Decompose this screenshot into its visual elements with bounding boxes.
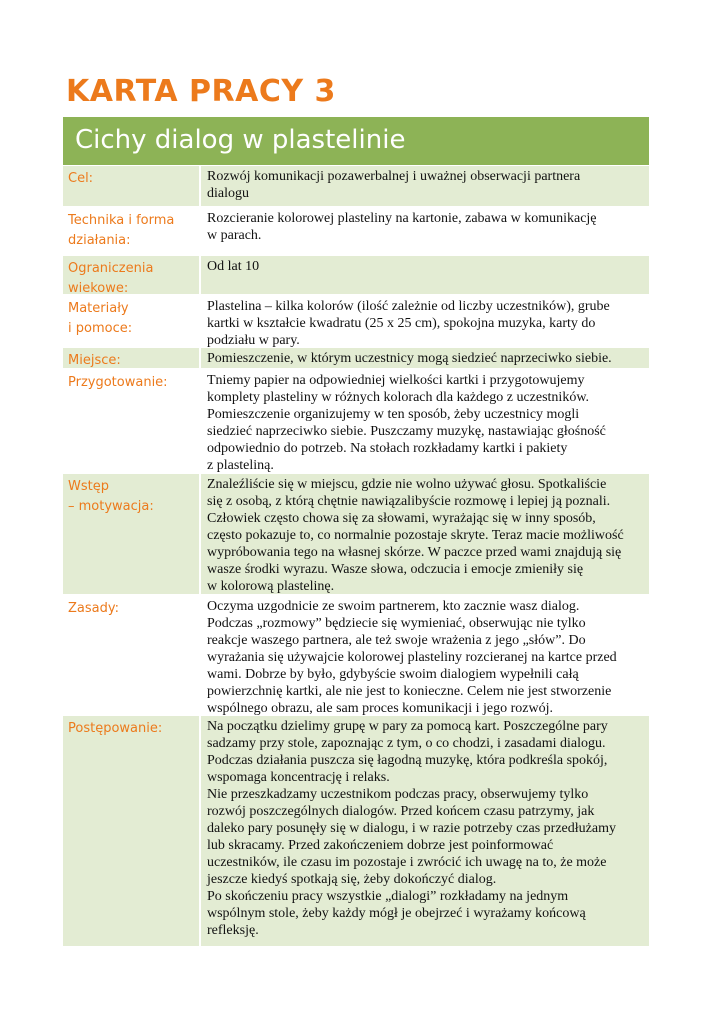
table-row-zasady: [63, 596, 649, 716]
row-label: Materiały i pomoce:: [63, 296, 199, 346]
row-label: Wstęp – motywacja:: [63, 474, 199, 594]
row-label: Zasady:: [63, 596, 199, 714]
row-text: Plastelina – kilka kolorów (ilość zależnie od liczby uczestników), grube kartki w kształcie kwadratu (25 x 25 cm), spokojna muzyka, karty do podziału w pary.: [201, 296, 649, 346]
row-text: Tniemy papier na odpowiedniej wielkości kartki i przygotowujemy komplety plasteliny w różnych kolorach dla każdego z uczestników. Pomieszczenie organizujemy w ten sposób, żeby uczestnicy mogli siedzieć naprzeciwko siebie. Puszczamy muzykę, nastawiając głośność odpowiednio do potrzeb. Na stołach rozkładamy kartki i pakiety z plasteliną.: [201, 370, 649, 472]
row-text: Rozwój komunikacji pozawerbalnej i uważnej obserwacji partnera dialogu: [201, 166, 649, 206]
table-row-przygotowanie: [63, 370, 649, 474]
subtitle-banner: Cichy dialog w plastelinie: [63, 117, 649, 165]
row-label: Cel:: [63, 166, 199, 206]
table-row-cel: [63, 166, 649, 208]
row-text: Rozcieranie kolorowej plasteliny na kartonie, zabawa w komunikację w parach.: [201, 208, 649, 254]
row-text: Na początku dzielimy grupę w pary za pomocą kart. Poszczególne pary sadzamy przy stole, zapoznając z tym, o co chodzi, i zasadami dialogu. Podczas działania puszcza się łagodną muzykę, która podkreśla spokój, wspomaga koncentrację i relaks. Nie przeszkadzamy uczestnikom podczas pracy, obserwujemy tylko rozwój poszczególnych dialogów. Przed końcem czasu patrzymy, jak daleko pary posunęły się w dialogu, i w razie potrzeby czas przedłużamy lub skracamy. Przed zakończeniem dobrze jest poinformować uczestników, ile czasu im pozostaje i zwrócić ich uwagę na to, że może jeszcze kiedyś spotkają się, żeby dokończyć dialog. Po skończeniu pracy wszystkie „dialogi” rozkładamy na jednym wspólnym stole, żeby każdy mógł je obejrzeć i wyrażamy końcową refleksję.: [201, 716, 649, 946]
row-label: Postępowanie:: [63, 716, 199, 946]
row-text: Znaleźliście się w miejscu, gdzie nie wolno używać głosu. Spotkaliście się z osobą, z którą chętnie nawiązalibyście rozmowę i lepiej ją poznali. Człowiek często chowa się za słowami, wyrażając się w inny sposób, często pokazuje to, co normalnie pozostaje skryte. Teraz macie możliwość wypróbowania tego na własnej skórze. W paczce przed wami znajdują się wasze środki wyrazu. Wasze słowa, odczucia i emocje zmieniły się w kolorową plastelinę.: [201, 474, 649, 594]
row-text: Oczyma uzgodnicie ze swoim partnerem, kto zacznie wasz dialog. Podczas „rozmowy” będziecie się wymieniać, obserwując nie tylko reakcje waszego partnera, ale też swoje wrażenia z jego „słów”. Do wyrażania się używajcie kolorowej plasteliny rozcieranej na kartce przed wami. Dobrze by było, gdybyście swoim dialogiem wypełnili całą powierzchnię kartki, ale nie jest to konieczne. Celem nie jest stworzenie wspólnego obrazu, ale sam proces komunikacji i jego rozwój.: [201, 596, 649, 714]
table-row-technika: [63, 208, 649, 256]
row-label: Przygotowanie:: [63, 370, 199, 472]
row-text: Od lat 10: [201, 256, 649, 294]
table-row-ograniczenia: [63, 256, 649, 296]
row-text: Pomieszczenie, w którym uczestnicy mogą siedzieć naprzeciwko siebie.: [201, 348, 649, 368]
table-row-postepowanie: [63, 716, 649, 948]
table-row-wstep: [63, 474, 649, 596]
row-label: Technika i forma działania:: [63, 208, 199, 254]
row-label: Ograniczenia wiekowe:: [63, 256, 199, 294]
table-row-materialy: [63, 296, 649, 348]
worksheet-table: [63, 166, 649, 948]
page-title: KARTA PRACY 3: [66, 74, 336, 109]
row-label: Miejsce:: [63, 348, 199, 368]
table-row-miejsce: [63, 348, 649, 370]
